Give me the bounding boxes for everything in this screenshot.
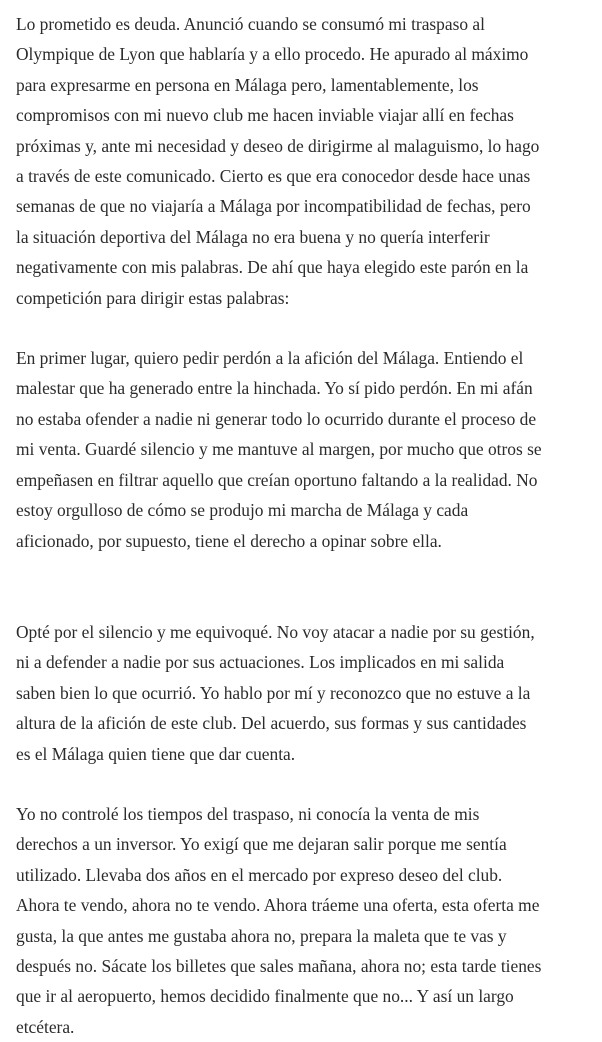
text-line: Ahora te vendo, ahora no te vendo. Ahora tráeme una oferta, esta oferta me: [16, 895, 540, 916]
text-line: empeñasen en filtrar aquello que creían oportuno faltando a la realidad. No: [16, 469, 538, 490]
text-line: En primer lugar, quiero pedir perdón a la afición del Málaga. Entiendo el: [16, 348, 524, 369]
paragraph-transfer: [16, 799, 596, 1042]
text-line: Yo no controlé los tiempos del traspaso, ni conocía la venta de mis: [16, 803, 480, 824]
text-line: aficionado, por supuesto, tiene el derecho a opinar sobre ella.: [16, 530, 442, 551]
text-line: gusta, la que antes me gustaba ahora no, prepara la maleta que te vas y: [16, 925, 507, 946]
text-line: etcétera.: [16, 1016, 75, 1037]
paragraph-intro: [16, 9, 596, 313]
text-line: Lo prometido es deuda. Anunció cuando se consumó mi traspaso al: [16, 14, 485, 34]
text-line: utilizado. Llevaba dos años en el mercado por expreso deseo del club.: [16, 864, 503, 885]
text-line: semanas de que no viajaría a Málaga por incompatibilidad de fechas, pero: [16, 196, 531, 217]
text-line: es el Málaga quien tiene que dar cuenta.: [16, 743, 296, 764]
text-line: la situación deportiva del Málaga no era buena y no quería interferir: [16, 226, 490, 247]
text-line: mi venta. Guardé silencio y me mantuve al margen, por mucho que otros se: [16, 439, 542, 460]
paragraph-spacer: [16, 313, 596, 343]
text-line: que ir al aeropuerto, hemos decidido finalmente que no... Y así un largo: [16, 986, 514, 1007]
text-line: competición para dirigir estas palabras:: [16, 287, 290, 308]
text-line: no estaba ofender a nadie ni generar todo lo ocurrido durante el proceso de: [16, 408, 537, 429]
text-line: compromisos con mi nuevo club me hacen inviable viajar allí en fechas: [16, 105, 514, 126]
paragraph-silence: [16, 617, 596, 769]
paragraph-spacer: [16, 556, 596, 617]
paragraph-spacer: [16, 769, 596, 799]
text-line: para expresarme en persona en Málaga pero, lamentablemente, los: [16, 74, 479, 95]
text-line: malestar que ha generado entre la hinchada. Yo sí pido perdón. En mi afán: [16, 378, 533, 399]
text-line: derechos a un inversor. Yo exigí que me dejaran salir porque me sentía: [16, 834, 507, 855]
text-line: estoy orgulloso de cómo se produjo mi marcha de Málaga y cada: [16, 500, 469, 521]
text-line: saben bien lo que ocurrió. Yo hablo por mí y reconozco que no estuve a la: [16, 682, 531, 703]
text-line: a través de este comunicado. Cierto es que era conocedor desde hace unas: [16, 166, 531, 187]
paragraph-apology: [16, 343, 596, 556]
text-line: ni a defender a nadie por sus actuaciones. Los implicados en mi salida: [16, 652, 505, 673]
text-line: altura de la afición de este club. Del acuerdo, sus formas y sus cantidades: [16, 713, 527, 734]
text-line: después no. Sácate los billetes que sales mañana, ahora no; esta tarde tienes: [16, 955, 542, 976]
text-line: Olympique de Lyon que hablaría y a ello procedo. He apurado al máximo: [16, 44, 529, 65]
text-line: negativamente con mis palabras. De ahí que haya elegido este parón en la: [16, 257, 529, 278]
text-line: Opté por el silencio y me equivoqué. No voy atacar a nadie por su gestión,: [16, 621, 535, 642]
text-line: próximas y, ante mi necesidad y deseo de dirigirme al malaguismo, lo hago: [16, 135, 540, 156]
